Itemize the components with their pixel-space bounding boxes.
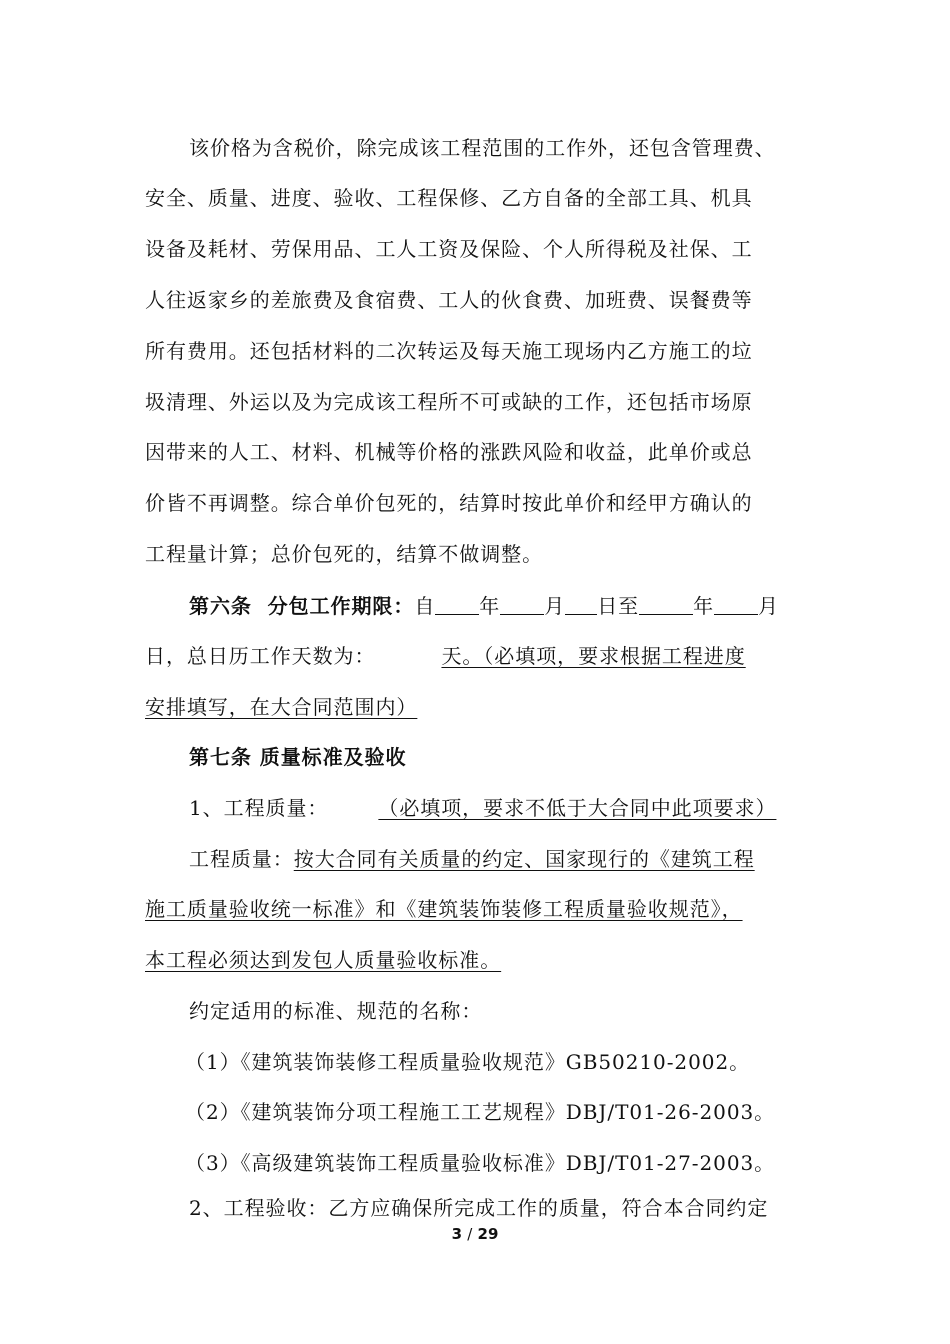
month-label: 月 <box>544 594 566 618</box>
standard-item: （2）《建筑装饰分项工程施工工艺规程》DBJ/T01-26-2003。 <box>185 1100 776 1124</box>
article-6-line2 <box>145 643 746 669</box>
year2-blank[interactable] <box>639 592 693 615</box>
paragraph-line: 该价格为含税价，除完成该工程范围的工作外，还包含管理费、 <box>189 136 776 160</box>
month2-label: 月 <box>758 594 779 618</box>
year2-label: 年 <box>693 594 715 618</box>
paragraph-line: 所有费用。还包括材料的二次转运及每天施工现场内乙方施工的垃 <box>145 339 753 363</box>
from-label: 自 <box>414 594 436 618</box>
paragraph-line: 工程量计算；总价包死的，结算不做调整。 <box>145 542 544 566</box>
day-to-label: 日至 <box>597 594 640 618</box>
standard-item: （3）《高级建筑装饰工程质量验收标准》DBJ/T01-27-2003。 <box>185 1151 776 1175</box>
acceptance-item-2: 2、工程验收：乙方应确保所完成工作的质量，符合本合同约定 <box>189 1196 769 1220</box>
page-number: 3 / 29 <box>451 1225 499 1243</box>
day-blank[interactable] <box>565 592 597 615</box>
article-7-title: 第七条 质量标准及验收 <box>189 745 407 769</box>
standard-item: （1）《建筑装饰装修工程质量验收规范》GB50210-2002。 <box>185 1050 751 1074</box>
paragraph-line: 价皆不再调整。综合单价包死的，结算时按此单价和经甲方确认的 <box>145 491 753 515</box>
article-6-line1 <box>189 592 779 619</box>
quality-desc-label: 工程质量： <box>189 847 294 871</box>
quality-desc-line2: 施工质量验收统一标准》和《建筑装饰装修工程质量验收规范》， <box>145 897 743 921</box>
month-blank[interactable] <box>500 592 544 615</box>
total-days-field[interactable]: 天。（必填项，要求根据工程进度 <box>441 644 746 668</box>
year-blank[interactable] <box>435 592 479 615</box>
paragraph-line: 安全、质量、进度、验收、工程保修、乙方自备的全部工具、机具 <box>145 186 753 210</box>
month2-blank[interactable] <box>714 592 758 615</box>
paragraph-line: 设备及耗材、劳保用品、工人工资及保险、个人所得税及社保、工 <box>145 237 753 261</box>
article-6-title: 第六条 分包工作期限： <box>189 594 415 618</box>
paragraph-line: 因带来的人工、材料、机械等价格的涨跌风险和收益，此单价或总 <box>145 440 753 464</box>
quality-label: 1、工程质量： <box>189 796 329 820</box>
quality-item-1 <box>189 795 776 821</box>
paragraph-line: 圾清理、外运以及为完成该工程所不可或缺的工作，还包括市场原 <box>145 390 753 414</box>
paragraph-line: 人往返家乡的差旅费及食宿费、工人的伙食费、加班费、误餐费等 <box>145 288 753 312</box>
article-6-line3: 安排填写，在大合同范围内） <box>145 695 418 719</box>
quality-desc-line1 <box>189 846 755 872</box>
total-days-label: 日，总日历工作天数为： <box>145 644 376 668</box>
quality-desc-line3: 本工程必须达到发包人质量验收标准。 <box>145 948 502 972</box>
quality-field[interactable]: （必填项，要求不低于大合同中此项要求） <box>378 796 777 820</box>
quality-desc-text: 按大合同有关质量的约定、国家现行的《建筑工程 <box>293 847 755 871</box>
standards-label: 约定适用的标准、规范的名称： <box>189 999 483 1023</box>
year-label: 年 <box>479 594 501 618</box>
